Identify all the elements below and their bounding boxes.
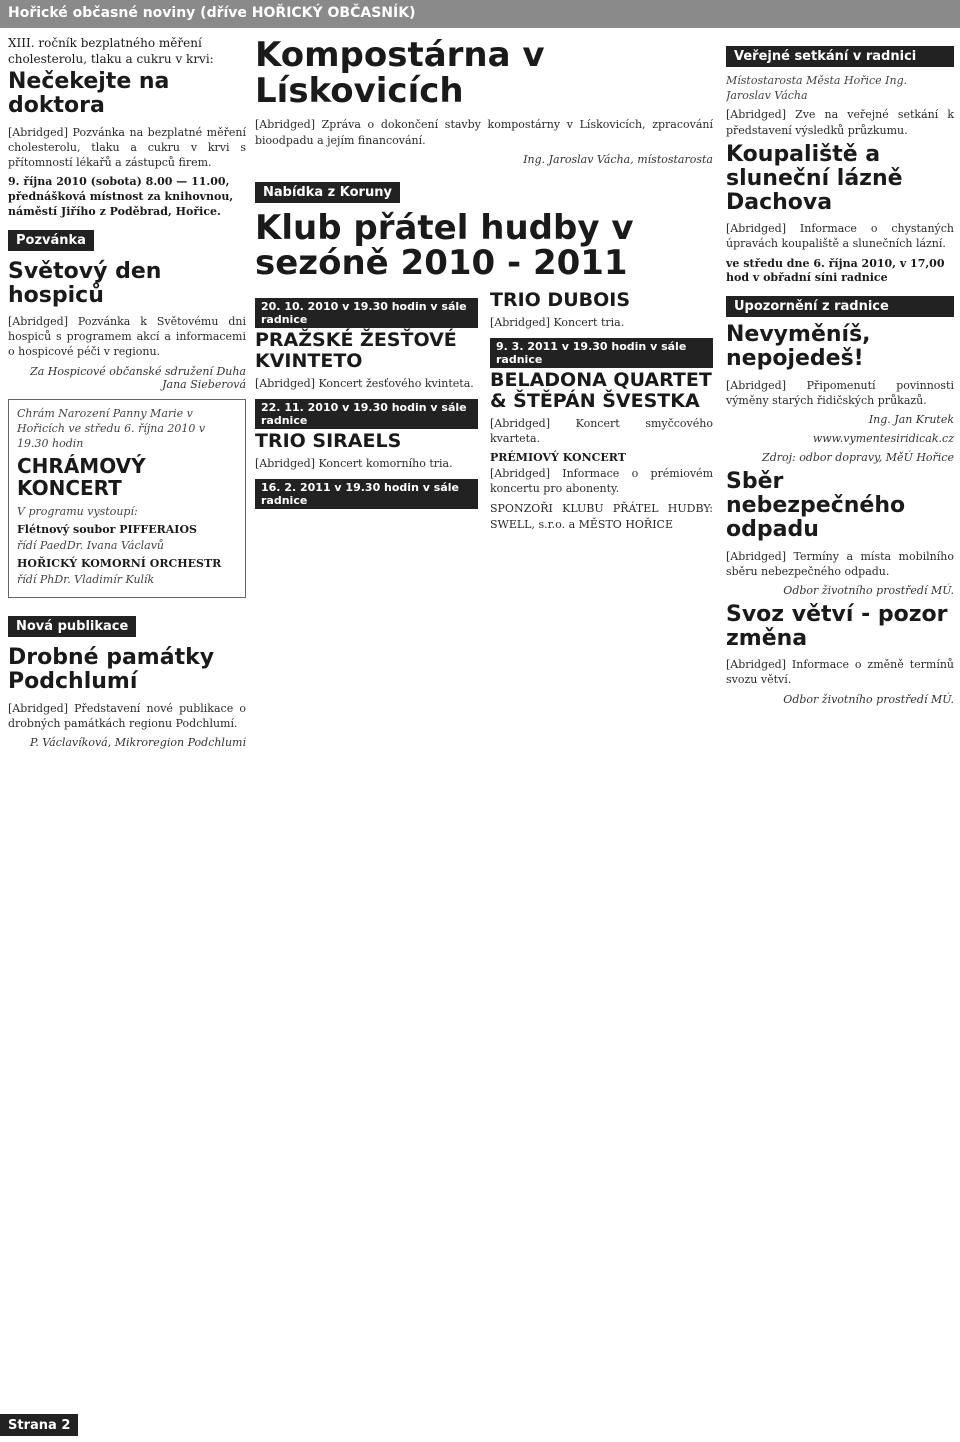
event-date: 16. 2. 2011 v 19.30 hodin v sále radnice (255, 479, 478, 509)
offer-bar: Nabídka z Koruny (255, 182, 400, 203)
event-summary: [Abridged] Koncert smyčcového kvarteta. (490, 416, 713, 446)
spa-summary: [Abridged] Informace o chystaných úpravách koupaliště a slunečních lázní. (726, 222, 954, 251)
left-column (8, 36, 246, 1408)
masthead-title: Hořické občasné noviny (dříve HOŘICKÝ OBČASNÍK) (8, 5, 416, 21)
compost-article (255, 38, 713, 166)
event-title: TRIO SIRAELS (255, 430, 402, 453)
masthead (0, 0, 960, 28)
premiere-summary: [Abridged] Informace o prémiovém koncertu pro abonenty. (490, 467, 713, 496)
concert-conductor-1: řídí PaedDr. Ivana Václavů (17, 539, 164, 553)
club-sponsor: SPONZOŘI KLUBU PŘÁTEL HUDBY: SWELL, s.r.o. a MĚSTO HOŘICE (490, 502, 713, 531)
event-title: BELADONA QUARTET & ŠTĚPÁN ŠVESTKA (490, 369, 712, 413)
meeting-bar: Veřejné setkání v radnici (726, 46, 954, 67)
concert-conductor-2: řídí PhDr. Vladimír Kulík (17, 573, 155, 587)
club-headline: Klub přátel hudby v sezóně 2010 - 2011 (255, 207, 634, 284)
event-title: TRIO DUBOIS (490, 289, 631, 312)
cholesterol-summary: [Abridged] Pozvánka na bezplatné měření cholesterolu, tlaku a cukru v krvi s přítomností lékařů a zástupců firem. (8, 125, 246, 169)
cholesterol-place: přednášková místnost za knihovnou, náměstí Jiřího z Poděbrad, Hořice. (8, 189, 234, 218)
club-event (255, 399, 478, 471)
page-number-bar (0, 1414, 78, 1436)
warning-source: Zdroj: odbor dopravy, MěÚ Hořice (762, 451, 954, 464)
concert-program-label: V programu vystoupí: (17, 505, 138, 519)
hazard-summary: [Abridged] Termíny a místa mobilního sběru nebezpečného odpadu. (726, 549, 954, 578)
hospice-article (8, 220, 246, 391)
event-date: 9. 3. 2011 v 19.30 hodin v sále radnice (490, 338, 713, 368)
event-summary: [Abridged] Koncert žesťového kvinteta. (255, 376, 474, 390)
hospice-signature: Za Hospicové občanské sdružení Duha Jana Sieberová (30, 364, 246, 391)
spa-article (726, 143, 954, 287)
warning-bar: Upozornění z radnice (726, 296, 954, 317)
middle-column (255, 36, 713, 1408)
publication-summary: [Abridged] Představení nové publikace o drobných památkách regionu Podchlumí. (8, 701, 246, 730)
club-event (255, 298, 478, 391)
branches-summary: [Abridged] Informace o změně termínů svozu větví. (726, 658, 954, 687)
page-number: Strana 2 (8, 1418, 71, 1433)
concert-performer-2: HOŘICKÝ KOMORNÍ ORCHESTR (17, 557, 222, 571)
premiere-label: PRÉMIOVÝ KONCERT (490, 451, 626, 465)
publication-bar: Nová publikace (8, 616, 136, 637)
club-events (255, 290, 713, 532)
event-date: 22. 11. 2010 v 19.30 hodin v sále radnice (255, 399, 478, 429)
licence-warning (726, 296, 954, 464)
cholesterol-date: 9. října 2010 (sobota) 8.00 — 11.00, (8, 175, 230, 189)
hospice-headline: Světový den hospiců (8, 258, 162, 308)
hazard-signature: Odbor životního prostředí MÚ. (783, 583, 954, 597)
compost-signature: Ing. Jaroslav Vácha, místostarosta (523, 152, 713, 166)
publication-headline: Drobné památky Podchlumí (8, 645, 215, 695)
warning-web-link[interactable]: www.vymentesiridicak.cz (812, 432, 954, 445)
event-summary: [Abridged] Koncert komorního tria. (255, 456, 453, 470)
publication-article (8, 606, 246, 749)
club-event (490, 338, 713, 446)
hospice-summary: [Abridged] Pozvánka k Světovému dni hospiců s programem akcí a informacemi o hospicové péči v regionu. (8, 314, 246, 359)
hazard-waste-article (726, 470, 954, 597)
branches-headline: Svoz větví - pozor změna (726, 601, 948, 652)
event-summary: [Abridged] Koncert tria. (490, 315, 625, 329)
cholesterol-article (8, 36, 246, 220)
spa-headline: Koupaliště a sluneční lázně Dachova (726, 141, 903, 216)
hospice-bar: Pozvánka (8, 230, 94, 251)
public-meeting (726, 46, 954, 138)
concert-performer-1: Flétnový soubor PIFFERAIOS (17, 523, 197, 537)
meeting-summary: [Abridged] Zve na veřejné setkání k představení výsledků průzkumu. (726, 108, 954, 137)
music-club-article (255, 207, 713, 532)
compost-headline: Kompostárna v Lískovicích (255, 36, 545, 111)
church-concert-box (8, 399, 246, 599)
cholesterol-headline: Nečekejte na doktora (8, 69, 170, 119)
premiere-concert (490, 451, 713, 532)
concert-place: Chrám Narození Panny Marie v Hořicích ve středu 6. října 2010 v 19.30 hodin (17, 406, 206, 450)
right-column (726, 36, 954, 1408)
branches-article (726, 603, 954, 706)
concert-headline: CHRÁMOVÝ KONCERT (17, 454, 146, 501)
compost-summary: [Abridged] Zpráva o dokončení stavby kompostárny v Lískovicích, zpracování bioodpadu a jejím financování. (255, 118, 713, 147)
event-date: 20. 10. 2010 v 19.30 hodin v sále radnice (255, 298, 478, 328)
event-title: PRAŽSKÉ ŽESŤOVÉ KVINTETO (255, 329, 457, 372)
spa-meeting-date: ve středu dne 6. října 2010, v 17,00 hod v obřadní síni radnice (726, 256, 945, 285)
publication-signature: P. Václavíková, Mikroregion Podchlumí (30, 735, 246, 749)
cholesterol-kicker: XIII. ročník bezplatného měření cholesterolu, tlaku a cukru v krvi: (8, 36, 214, 66)
branches-signature: Odbor životního prostředí MÚ. (783, 692, 954, 706)
hazard-headline: Sběr nebezpečného odpadu (726, 469, 906, 543)
warning-headline: Nevyměníš, nepojedeš! (726, 322, 871, 372)
warning-summary: [Abridged] Připomenutí povinnosti výměny starých řidičských průkazů. (726, 378, 954, 407)
meeting-byline: Místostarosta Města Hořice Ing. Jaroslav Vácha (726, 74, 908, 103)
warning-signature: Ing. Jan Krutek (868, 413, 954, 426)
